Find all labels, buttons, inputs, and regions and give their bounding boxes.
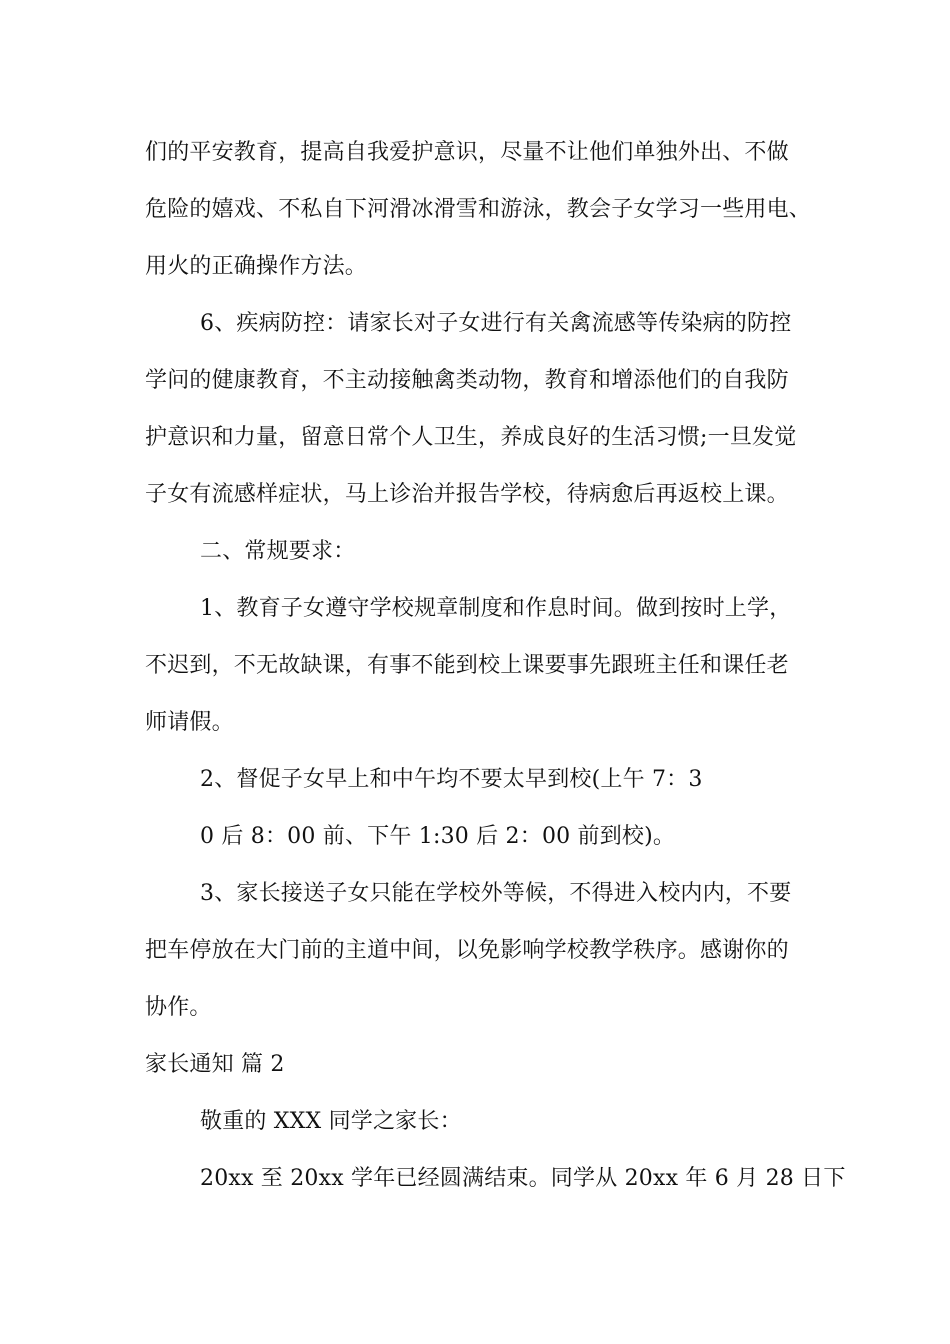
list-item-disease-control: 6、疾病防控：请家长对子女进行有关禽流感等传染病的防控 [200,311,792,336]
body-text-line: 子女有流感样症状，马上诊治并报告学校，待病愈后再返校上课。 [145,482,789,507]
salutation: 敬重的 XXX 同学之家长： [200,1109,462,1134]
body-text-line: 协作。 [145,995,212,1020]
body-text-line: 0 后 8：00 前、下午 1:30 后 2：00 前到校)。 [200,824,676,849]
section-title-parent-notice-2: 家长通知 篇 2 [145,1052,285,1077]
body-text-line: 危险的嬉戏、不私自下河滑冰滑雪和游泳，教会子女学习一些用电、 [145,197,812,222]
body-text-line: 学问的健康教育，不主动接触禽类动物，教育和增添他们的自我防 [145,368,789,393]
list-item-school-rules: 1、教育子女遵守学校规章制度和作息时间。做到按时上学， [200,596,792,621]
body-text-line: 20xx 至 20xx 学年已经圆满结束。同学从 20xx 年 6 月 28 日下 [200,1166,846,1191]
body-text-line: 护意识和力量，留意日常个人卫生，养成良好的生活习惯;一旦发觉 [145,425,797,450]
body-text-line: 把车停放在大门前的主道中间，以免影响学校教学秩序。感谢你的 [145,938,789,963]
section-heading-routine-requirements: 二、常规要求： [200,539,356,564]
list-item-arrival-time: 2、督促子女早上和中午均不要太早到校(上午 7：3 [200,767,703,792]
list-item-pickup: 3、家长接送子女只能在学校外等候，不得进入校内内，不要 [200,881,792,906]
body-text-line: 不迟到，不无故缺课，有事不能到校上课要事先跟班主任和课任老 [145,653,789,678]
body-text-line: 用火的正确操作方法。 [145,254,368,279]
body-text-line: 师请假。 [145,710,234,735]
body-text-line: 们的平安教育，提高自我爱护意识，尽量不让他们单独外出、不做 [145,140,789,165]
